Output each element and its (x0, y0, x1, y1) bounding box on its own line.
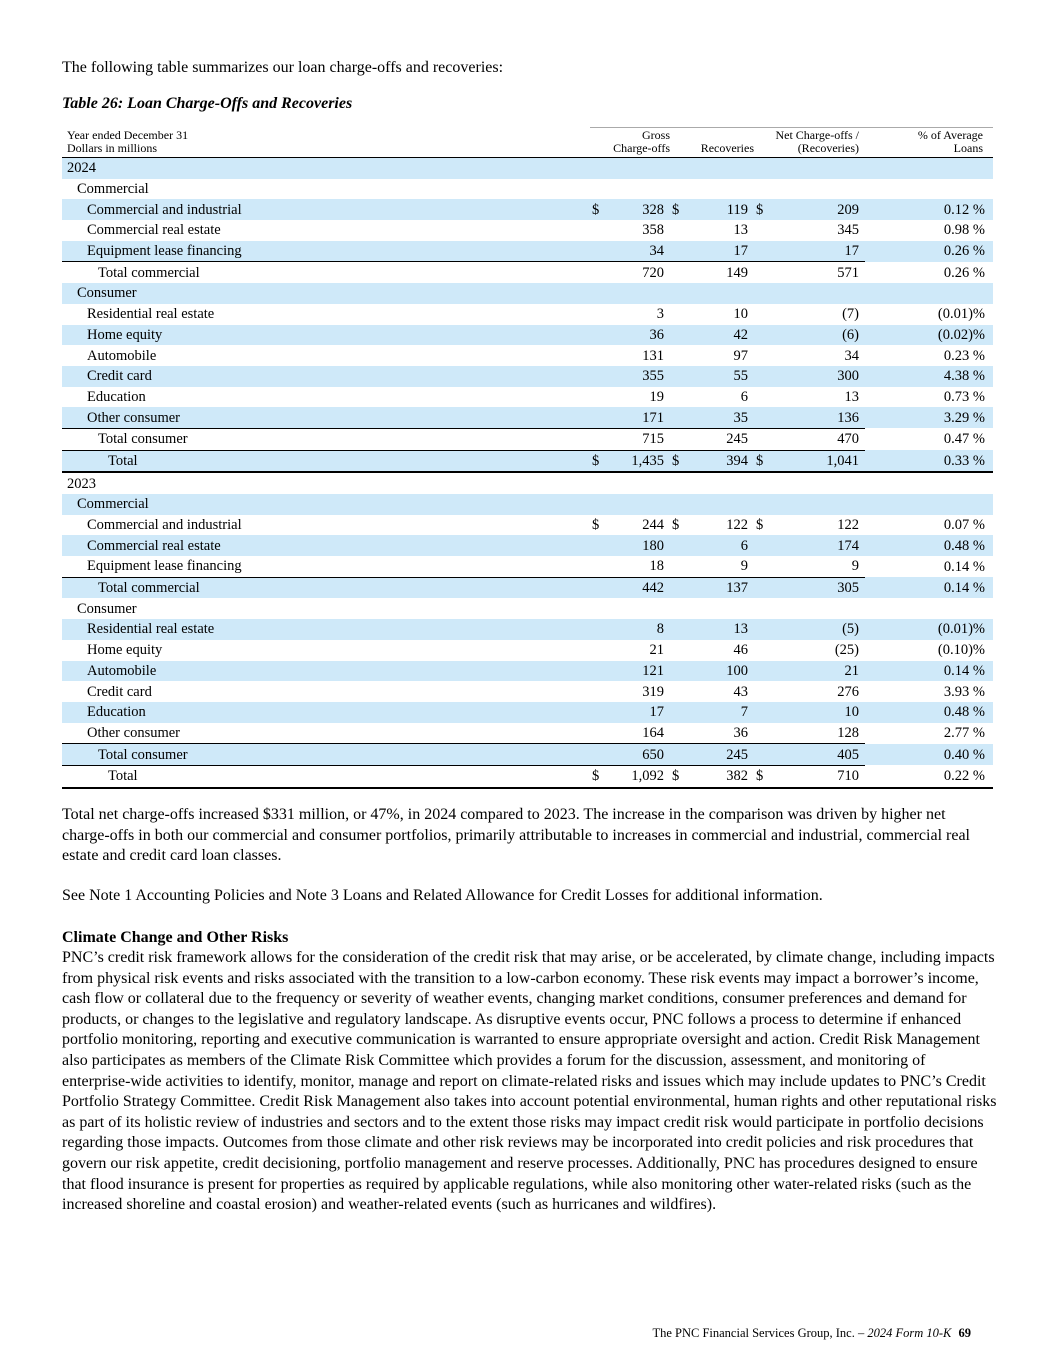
row-label: 2024 (62, 158, 590, 179)
gross-charge-offs-cell: 19 (649, 388, 664, 405)
dollar-sign (754, 262, 772, 283)
header-pct: % of Average Loans (865, 128, 993, 158)
pct-average-loans-cell: 4.38 % (865, 366, 993, 387)
table-row (62, 345, 993, 366)
table-row (62, 387, 993, 408)
dollar-sign (754, 158, 772, 179)
pct-average-loans-cell: 0.26 % (943, 264, 985, 281)
dollar-sign (670, 535, 690, 556)
table-row (62, 304, 993, 325)
dollar-sign: $ (754, 199, 772, 220)
net-charge-offs-cell: 470 (772, 428, 865, 450)
net-charge-offs-cell: 1,041 (772, 450, 865, 472)
summary-paragraph: Total net charge-offs increased $331 million, or 47%, in 2024 compared to 2023. The increase in the comparison was driven by higher net charge-offs in both our commercial and consumer portfolios, primarily attributable to increases in commercial and industrial, commercial real estate and credit card loan classes. (62, 806, 970, 865)
dollar-sign (754, 179, 772, 200)
dollar-sign: $ (756, 517, 764, 534)
gross-charge-offs-cell: 18 (649, 558, 664, 575)
dollar-sign (590, 366, 604, 387)
pct-average-loans-cell (865, 598, 993, 619)
subtotal-row (62, 577, 993, 598)
dollar-sign (670, 556, 690, 577)
dollar-sign: $ (670, 765, 690, 787)
climate-heading: Climate Change and Other Risks (62, 929, 289, 946)
recoveries-cell: 10 (733, 306, 748, 323)
net-charge-offs-cell: 305 (772, 577, 865, 598)
net-charge-offs-cell: 9 (851, 558, 859, 575)
dollar-sign (670, 220, 690, 241)
net-charge-offs-cell: 128 (837, 724, 859, 741)
pct-average-loans-cell: 0.14 % (865, 661, 993, 682)
dollar-sign: $ (670, 199, 690, 220)
table-header-row (62, 128, 993, 158)
dollar-sign (590, 345, 604, 366)
dollar-sign (754, 304, 772, 325)
recoveries-cell: 245 (690, 744, 754, 766)
dollar-sign (670, 472, 690, 494)
recoveries-cell: 97 (733, 347, 748, 364)
dollar-sign (590, 472, 604, 494)
net-charge-offs-cell (772, 158, 865, 179)
row-label: Residential real estate (87, 306, 215, 323)
row-label: Credit card (87, 683, 152, 700)
gross-charge-offs-cell: 319 (642, 683, 664, 700)
net-charge-offs-cell: 571 (772, 262, 865, 283)
net-charge-offs-cell: 209 (772, 199, 865, 220)
dollar-sign (590, 262, 604, 283)
pct-average-loans-cell: (0.01)% (937, 306, 985, 323)
dollar-sign (590, 702, 604, 723)
dollar-sign (670, 325, 690, 346)
net-charge-offs-cell: 136 (772, 407, 865, 428)
dollar-sign (754, 577, 772, 598)
section-row (62, 494, 993, 515)
row-label: Commercial and industrial (87, 517, 242, 534)
dollar-sign (754, 681, 772, 702)
table-body (62, 158, 993, 788)
footer-company: The PNC Financial Services Group, Inc. – (652, 1326, 865, 1340)
dollar-sign (754, 366, 772, 387)
recoveries-cell: 245 (690, 428, 754, 450)
gross-charge-offs-cell (604, 598, 670, 619)
dollar-sign (670, 598, 690, 619)
pct-average-loans-cell: (0.02)% (865, 325, 993, 346)
charge-offs-table (62, 127, 993, 789)
dollar-sign (590, 241, 604, 262)
table-row (62, 366, 993, 387)
dollar-sign (670, 723, 690, 744)
header-year-label: Year ended December 31 (67, 128, 189, 142)
recoveries-cell: 35 (690, 407, 754, 428)
row-label: Other consumer (87, 724, 181, 741)
dollar-sign (670, 681, 690, 702)
subtotal-row (62, 262, 993, 283)
pct-average-loans-cell: 0.33 % (865, 450, 993, 472)
pct-average-loans-cell: 3.29 % (865, 407, 993, 428)
gross-charge-offs-cell: 1,435 (604, 450, 670, 472)
dollar-sign (670, 262, 690, 283)
dollar-sign (754, 619, 772, 640)
pct-average-loans-cell: 0.47 % (943, 431, 985, 448)
net-charge-offs-cell (772, 283, 865, 304)
row-label: Total (62, 765, 590, 787)
row-label: Equipment lease financing (87, 558, 242, 575)
dollar-sign (670, 702, 690, 723)
net-charge-offs-cell (772, 494, 865, 515)
recoveries-cell: 119 (690, 199, 754, 220)
net-charge-offs-cell: (5) (772, 619, 865, 640)
total-row (62, 450, 993, 472)
year-row (62, 472, 993, 494)
dollar-sign (590, 220, 604, 241)
recoveries-cell: 6 (690, 535, 754, 556)
dollar-sign (754, 428, 772, 450)
dollar-sign (670, 407, 690, 428)
pct-average-loans-cell: 0.14 % (865, 577, 993, 598)
dollar-sign: $ (590, 450, 604, 472)
row-label: Commercial (62, 494, 590, 515)
net-charge-offs-cell (772, 598, 865, 619)
dollar-sign (754, 661, 772, 682)
recoveries-cell: 36 (733, 724, 748, 741)
dollar-sign (590, 179, 604, 200)
pct-average-loans-cell: 0.48 % (865, 702, 993, 723)
dollar-sign (670, 661, 690, 682)
subtotal-row (62, 744, 993, 766)
year-row (62, 158, 993, 179)
dollar-sign (590, 407, 604, 428)
table-row (62, 702, 993, 723)
dollar-sign (670, 179, 690, 200)
see-note-paragraph: See Note 1 Accounting Policies and Note 3 Loans and Related Allowance for Credit Losses for additional information. (62, 887, 823, 904)
recoveries-cell: 394 (690, 450, 754, 472)
dollar-sign (670, 366, 690, 387)
row-label: Total consumer (62, 428, 590, 450)
pct-average-loans-cell: 0.14 % (943, 558, 985, 575)
dollar-sign (670, 619, 690, 640)
table-row (62, 220, 993, 241)
dollar-sign (590, 598, 604, 619)
dollar-sign (590, 535, 604, 556)
pct-average-loans-cell: 0.22 % (865, 765, 993, 787)
dollar-sign (754, 325, 772, 346)
row-label: Education (62, 702, 590, 723)
subtotal-row (62, 428, 993, 450)
pct-average-loans-cell: 0.40 % (865, 744, 993, 766)
pct-average-loans-cell: 0.12 % (865, 199, 993, 220)
row-label: Total commercial (62, 577, 590, 598)
gross-charge-offs-cell: 1,092 (604, 765, 670, 787)
header-gross: Gross Charge-offs (604, 128, 670, 158)
row-label: Commercial real estate (87, 222, 221, 239)
recoveries-cell: 137 (690, 577, 754, 598)
net-charge-offs-cell (772, 179, 865, 200)
row-label: Equipment lease financing (62, 241, 590, 262)
row-label: Consumer (77, 600, 137, 617)
intro-text: The following table summarizes our loan charge-offs and recoveries: (62, 59, 504, 76)
row-label: Other consumer (62, 407, 590, 428)
dollar-sign (670, 428, 690, 450)
dollar-sign (670, 387, 690, 408)
dollar-sign (590, 619, 604, 640)
dollar-sign: $ (590, 199, 604, 220)
recoveries-cell: 9 (740, 558, 748, 575)
pct-average-loans-cell: 0.07 % (943, 517, 985, 534)
pct-average-loans-cell: 3.93 % (943, 683, 985, 700)
gross-charge-offs-cell (604, 494, 670, 515)
table-row (62, 640, 993, 661)
dollar-sign (754, 407, 772, 428)
header-units-label: Dollars in millions (67, 141, 157, 155)
gross-charge-offs-cell: 720 (604, 262, 670, 283)
dollar-sign (590, 556, 604, 577)
table-row (62, 535, 993, 556)
recoveries-cell: 122 (726, 517, 748, 534)
dollar-sign (670, 494, 690, 515)
row-label: Commercial and industrial (62, 199, 590, 220)
net-charge-offs-cell: 34 (844, 347, 859, 364)
page-number: 69 (958, 1326, 971, 1340)
gross-charge-offs-cell (604, 179, 670, 200)
gross-charge-offs-cell: 355 (604, 366, 670, 387)
row-label: Residential real estate (62, 619, 590, 640)
gross-charge-offs-cell (604, 283, 670, 304)
pct-average-loans-cell: 0.98 % (943, 222, 985, 239)
dollar-sign (670, 304, 690, 325)
dollar-sign (754, 241, 772, 262)
row-label: Total commercial (62, 262, 590, 283)
table-row (62, 681, 993, 702)
gross-charge-offs-cell (604, 158, 670, 179)
pct-average-loans-cell (865, 472, 993, 494)
gross-charge-offs-cell: 171 (604, 407, 670, 428)
net-charge-offs-cell: (25) (834, 642, 859, 659)
gross-charge-offs-cell: 164 (642, 724, 664, 741)
row-label: Credit card (62, 366, 590, 387)
pct-average-loans-cell (865, 179, 993, 200)
dollar-sign (754, 535, 772, 556)
table-row (62, 619, 993, 640)
net-charge-offs-cell: 345 (837, 222, 859, 239)
total-row (62, 765, 993, 787)
recoveries-cell: 382 (690, 765, 754, 787)
dollar-sign (754, 472, 772, 494)
table-row (62, 723, 993, 744)
header-row-label (62, 128, 590, 158)
table-row (62, 407, 993, 428)
row-label: Automobile (62, 661, 590, 682)
row-label: Automobile (87, 347, 157, 364)
recoveries-cell (690, 158, 754, 179)
recoveries-cell (690, 598, 754, 619)
row-label: Commercial real estate (62, 535, 590, 556)
section-row (62, 283, 993, 304)
net-charge-offs-cell: 10 (772, 702, 865, 723)
dollar-sign: $ (672, 517, 680, 534)
dollar-sign: $ (590, 765, 604, 787)
dollar-sign (754, 494, 772, 515)
dollar-sign (590, 744, 604, 766)
recoveries-cell (690, 472, 754, 494)
dollar-sign (590, 723, 604, 744)
dollar-sign: $ (754, 450, 772, 472)
dollar-sign (754, 723, 772, 744)
pct-average-loans-cell (865, 283, 993, 304)
gross-charge-offs-cell: 3 (656, 306, 664, 323)
gross-charge-offs-cell: 180 (604, 535, 670, 556)
dollar-sign (754, 702, 772, 723)
gross-charge-offs-cell: 34 (604, 241, 670, 262)
dollar-sign (754, 640, 772, 661)
table-row (62, 515, 993, 536)
pct-average-loans-cell: 0.48 % (865, 535, 993, 556)
dollar-sign (670, 744, 690, 766)
row-label: 2023 (67, 475, 96, 492)
page-footer (652, 1326, 971, 1341)
dollar-sign (590, 158, 604, 179)
gross-charge-offs-cell: 36 (604, 325, 670, 346)
dollar-sign (590, 494, 604, 515)
table-title: Table 26: Loan Charge-Offs and Recoveries (62, 95, 353, 112)
net-charge-offs-cell: 17 (772, 241, 865, 262)
recoveries-cell (690, 494, 754, 515)
dollar-sign (590, 577, 604, 598)
dollar-sign: $ (670, 450, 690, 472)
table-row (62, 661, 993, 682)
row-label: Total (62, 450, 590, 472)
dollar-sign (670, 640, 690, 661)
pct-average-loans-cell: 0.26 % (865, 241, 993, 262)
net-charge-offs-cell (772, 472, 865, 494)
recoveries-cell: 100 (690, 661, 754, 682)
recoveries-cell: 7 (690, 702, 754, 723)
recoveries-cell: 43 (733, 683, 748, 700)
pct-average-loans-cell (865, 494, 993, 515)
dollar-sign (590, 304, 604, 325)
row-label: Home equity (87, 642, 163, 659)
dollar-sign (590, 640, 604, 661)
net-charge-offs-cell: 13 (844, 388, 859, 405)
recoveries-cell: 55 (690, 366, 754, 387)
pct-average-loans-cell (865, 158, 993, 179)
gross-charge-offs-cell: 328 (604, 199, 670, 220)
table-row (62, 556, 993, 577)
gross-charge-offs-cell: 358 (642, 222, 664, 239)
net-charge-offs-cell: (6) (772, 325, 865, 346)
gross-charge-offs-cell: 650 (604, 744, 670, 766)
pct-average-loans-cell: (0.10)% (937, 642, 985, 659)
dollar-sign (670, 577, 690, 598)
dollar-sign (754, 744, 772, 766)
dollar-sign: $ (754, 765, 772, 787)
dollar-sign (754, 556, 772, 577)
row-label: Consumer (62, 283, 590, 304)
net-charge-offs-cell: 21 (772, 661, 865, 682)
dollar-sign (590, 387, 604, 408)
net-charge-offs-cell: 276 (837, 683, 859, 700)
dollar-sign (754, 283, 772, 304)
pct-average-loans-cell: 2.77 % (943, 725, 985, 742)
recoveries-cell: 6 (740, 388, 748, 405)
recoveries-cell: 17 (690, 241, 754, 262)
dollar-sign (590, 325, 604, 346)
pct-average-loans-cell: 0.23 % (943, 347, 985, 364)
dollar-sign (670, 241, 690, 262)
net-charge-offs-cell: 174 (772, 535, 865, 556)
recoveries-cell (690, 283, 754, 304)
gross-charge-offs-cell: 442 (604, 577, 670, 598)
recoveries-cell: 13 (690, 619, 754, 640)
net-charge-offs-cell: 300 (772, 366, 865, 387)
net-charge-offs-cell: 122 (837, 517, 859, 534)
table-row (62, 241, 993, 262)
recoveries-cell: 42 (690, 325, 754, 346)
dollar-sign (754, 220, 772, 241)
dollar-sign (590, 283, 604, 304)
dollar-sign (590, 661, 604, 682)
recoveries-cell (690, 179, 754, 200)
gross-charge-offs-cell: 121 (604, 661, 670, 682)
dollar-sign: $ (592, 517, 600, 534)
header-net: Net Charge-offs / (Recoveries) (772, 128, 865, 158)
gross-charge-offs-cell: 715 (604, 428, 670, 450)
section-row (62, 598, 993, 619)
dollar-sign (670, 158, 690, 179)
recoveries-cell: 13 (733, 222, 748, 239)
row-label: Total consumer (62, 744, 590, 766)
dollar-sign (754, 345, 772, 366)
dollar-sign (590, 428, 604, 450)
recoveries-cell: 149 (690, 262, 754, 283)
footer-form: 2024 Form 10-K (867, 1326, 952, 1340)
dollar-sign (754, 387, 772, 408)
gross-charge-offs-cell: 131 (642, 347, 664, 364)
table-row (62, 325, 993, 346)
net-charge-offs-cell: 710 (772, 765, 865, 787)
gross-charge-offs-cell: 21 (649, 642, 664, 659)
row-label: Education (87, 388, 146, 405)
section-row (62, 179, 993, 200)
dollar-sign (754, 598, 772, 619)
gross-charge-offs-cell: 17 (604, 702, 670, 723)
dollar-sign (670, 283, 690, 304)
pct-average-loans-cell: 0.73 % (943, 388, 985, 405)
dollar-sign (590, 681, 604, 702)
gross-charge-offs-cell: 8 (604, 619, 670, 640)
net-charge-offs-cell: 405 (772, 744, 865, 766)
gross-charge-offs-cell (604, 472, 670, 494)
climate-paragraph: PNC’s credit risk framework allows for the consideration of the credit risk that may arise, or be accelerated, by climate change, including impacts from physical risk events and risks associated with the transition to a low-carbon economy. These risk events may impact a borrower’s income, cash flow or collateral due to the frequency or severity of weather events, changing market conditions, consumer preferences and demand for products, or changes to the legislative and regulatory landscape. As disruptive events occur, PNC follows a process to determine if enhanced portfolio monitoring, reporting and executive communication is warranted to ensure appropriate oversight and action. Credit Risk Management also participates as members of the Climate Risk Committee which provides a forum for the discussion, assessment, and monitoring of enterprise-wide activities to identify, monitor, manage and report on climate-related risks and issues which may include updates to PNC’s Credit Portfolio Strategy Committee. Credit Risk Management also takes into account potential environmental, human rights and other reputational risks as part of its holistic review of industries and sectors and to the extent those risks may impact credit risk would participate in portfolio decisions regarding those impacts. Outcomes from those climate and other risk reviews may be incorporated into credit policies and risk procedures that govern our risk appetite, credit decisioning, portfolio management and reserve processes. Additionally, PNC has procedures designed to ensure that flood insurance is present for properties as required by applicable regulations, while also monitoring other water-related risks (such as the increased shoreline and coastal erosion) and weather-related events (such as hurricanes and wildfires). (62, 949, 997, 1214)
row-label: Commercial (77, 181, 149, 198)
header-recoveries: Recoveries (690, 128, 754, 158)
net-charge-offs-cell: (7) (842, 306, 859, 323)
dollar-sign (670, 345, 690, 366)
recoveries-cell: 46 (733, 642, 748, 659)
table-row (62, 199, 993, 220)
gross-charge-offs-cell: 244 (642, 517, 664, 534)
pct-average-loans-cell: (0.01)% (865, 619, 993, 640)
row-label: Home equity (62, 325, 590, 346)
